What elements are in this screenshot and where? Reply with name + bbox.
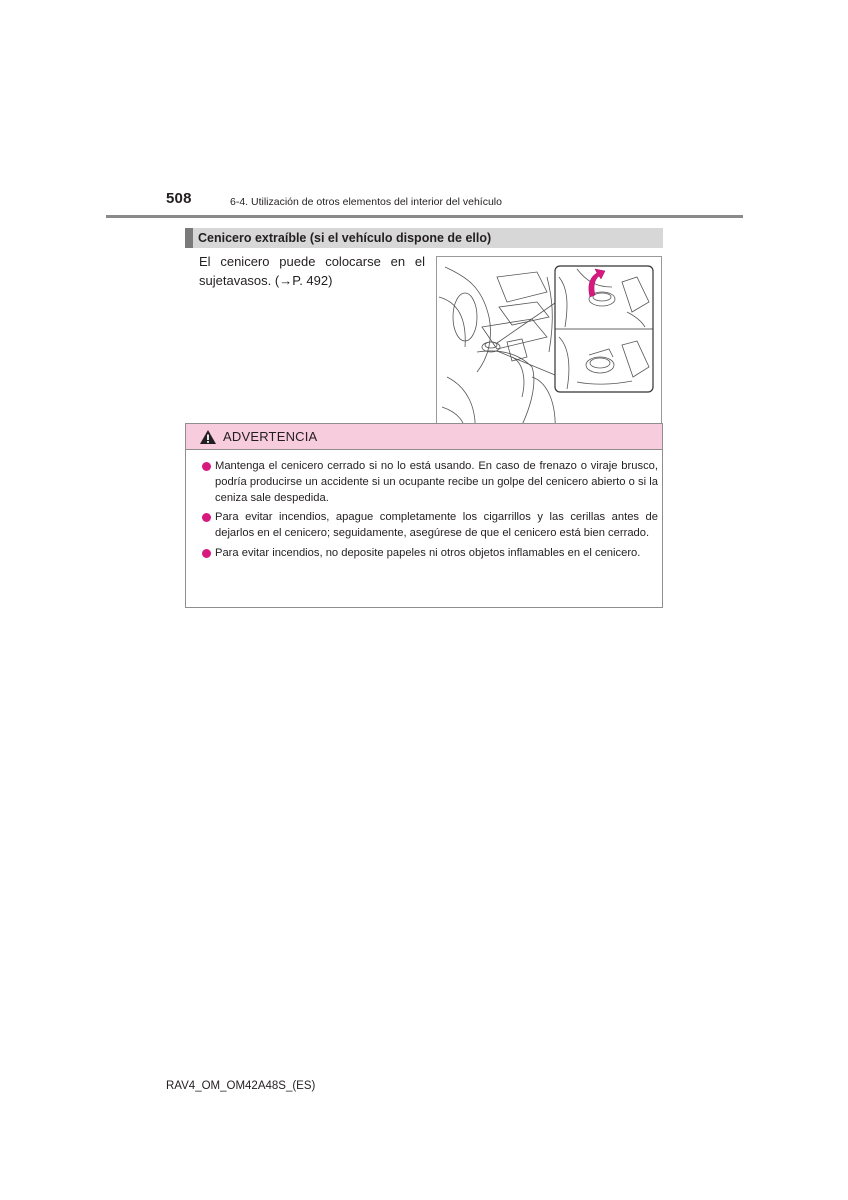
- list-item: [201, 546, 658, 562]
- warning-list: [201, 459, 658, 566]
- section-title: 6-4. Utilización de otros elementos del interior del vehículo: [230, 196, 502, 208]
- bullet-icon: [202, 513, 211, 522]
- document-code-footer: RAV4_OM_OM42A48S_(ES): [166, 1080, 316, 1092]
- page-number: 508: [166, 190, 192, 207]
- warning-item-text: Para evitar incendios, no deposite papeles ni otros objetos inflamables en el cenicero.: [215, 546, 641, 559]
- car-interior-drawing: [437, 257, 663, 439]
- bullet-icon: [202, 549, 211, 558]
- bullet-icon: [202, 462, 211, 471]
- list-item: [201, 459, 658, 506]
- subheading-bar: [185, 228, 663, 248]
- list-item: [201, 510, 658, 542]
- warning-box: [185, 423, 663, 608]
- warning-triangle-icon: [199, 429, 217, 450]
- intro-paragraph: El cenicero puede colocarse en el sujetavasos. (→P. 492): [199, 254, 425, 288]
- header-rule: [106, 215, 743, 218]
- warning-header: [186, 424, 662, 450]
- warning-title: ADVERTENCIA: [223, 429, 318, 444]
- ashtray-illustration: [436, 256, 662, 438]
- warning-item-text: Para evitar incendios, apague completamente los cigarrillos y las cerillas antes de dejarlos en el cenicero; seguidamente, asegúrese de que el cenicero está bien cerrado.: [215, 511, 658, 540]
- warning-item-text: Mantenga el cenicero cerrado si no lo está usando. En caso de frenazo o viraje brusco, podría producirse un accidente si un ocupante recibe un golpe del cenicero abierto o si la ceniza sale despedida.: [215, 460, 658, 504]
- subheading-text: Cenicero extraíble (si el vehículo dispone de ello): [198, 231, 492, 245]
